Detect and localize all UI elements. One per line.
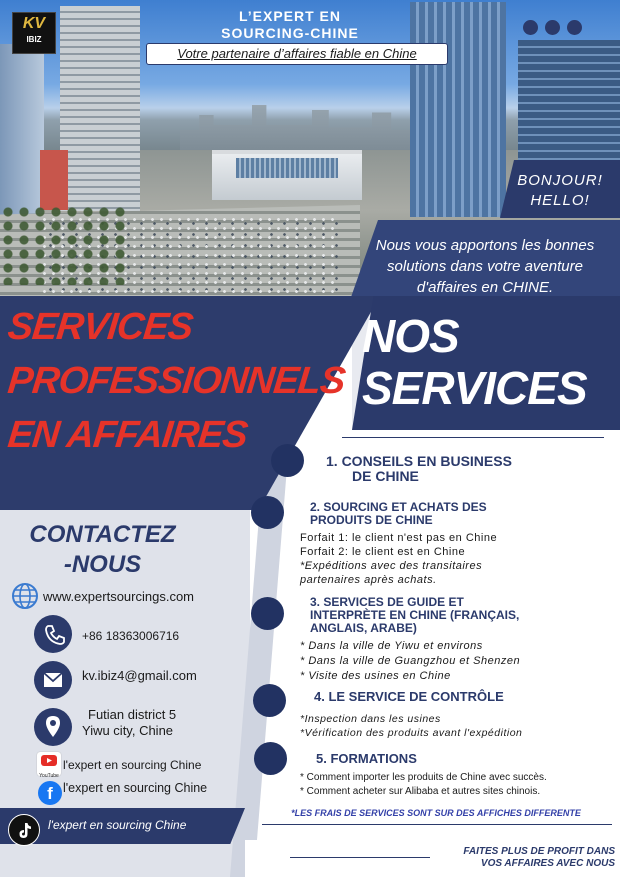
service-3-detail-2: * Dans la ville de Guangzhou et Shenzen bbox=[300, 655, 521, 667]
greeting-line2: HELLO! bbox=[530, 192, 590, 209]
service-4-title bbox=[314, 690, 504, 703]
phone-icon bbox=[34, 615, 72, 653]
service-5-title bbox=[316, 752, 417, 765]
notice-divider bbox=[262, 824, 612, 825]
service-3-title-line3: ANGLAIS, ARABE) bbox=[310, 621, 417, 635]
header-title-line2: SOURCING-CHINE bbox=[221, 25, 359, 41]
service-2-detail-1: Forfait 1: le client n'est pas en Chine bbox=[300, 532, 498, 544]
promo-line2: solutions dans votre aventure bbox=[387, 258, 583, 275]
header-title-line1: L’EXPERT EN bbox=[238, 8, 342, 24]
email-icon bbox=[34, 661, 72, 699]
decorative-dot-2 bbox=[545, 20, 560, 35]
address-line1: Futian district 5 bbox=[88, 707, 177, 722]
footer-line bbox=[290, 857, 430, 858]
footer-slogan bbox=[410, 846, 615, 870]
facebook-icon[interactable]: f bbox=[38, 781, 62, 805]
tower-left-far bbox=[0, 44, 44, 224]
tower-right-main bbox=[410, 2, 506, 217]
address-line2: Yiwu city, Chine bbox=[82, 723, 174, 738]
service-1-title bbox=[326, 454, 512, 484]
globe-icon bbox=[11, 582, 39, 610]
contact-title bbox=[10, 520, 195, 580]
service-1-title-line2: DE CHINE bbox=[352, 468, 419, 484]
service-4-detail-2: *Vérification des produits avant l'expédition bbox=[300, 727, 523, 739]
promo-line3: d'affaires en CHINE. bbox=[416, 279, 554, 296]
youtube-icon-label: YouTube bbox=[39, 773, 59, 779]
header-title bbox=[160, 8, 420, 42]
facebook-page[interactable]: l'expert en sourcing Chine bbox=[63, 781, 208, 795]
promo-text bbox=[360, 235, 610, 298]
divider-line bbox=[342, 437, 604, 438]
website-link[interactable]: www.expertsourcings.com bbox=[43, 589, 194, 604]
youtube-icon[interactable] bbox=[37, 752, 61, 779]
tiktok-account[interactable]: l'expert en sourcing Chine bbox=[48, 818, 187, 832]
promo-line1: Nous vous apportons les bonnes bbox=[375, 237, 595, 254]
service-5-detail-1: * Comment importer les produits de Chine avec succès. bbox=[300, 772, 547, 783]
service-3-title-line2: INTERPRÈTE EN CHINE (FRANÇAIS, bbox=[310, 608, 520, 622]
logo-subtext: IBIZ bbox=[26, 35, 42, 44]
location-pin-icon bbox=[34, 708, 72, 746]
greeting-text bbox=[500, 171, 620, 211]
service-4-title-line1: 4. LE SERVICE DE CONTRÔLE bbox=[314, 689, 504, 704]
contact-title-line1: CONTACTEZ bbox=[29, 521, 176, 548]
headline-white-line2: SERVICES bbox=[362, 362, 587, 414]
service-3-detail-1: * Dans la ville de Yiwu et environs bbox=[300, 640, 483, 652]
footer-line1: FAITES PLUS DE PROFIT DANS bbox=[463, 846, 615, 857]
fees-notice: *LES FRAIS DE SERVICES SONT SUR DES AFFICHES DIFFERENTE bbox=[291, 808, 581, 818]
service-3-detail-3: * Visite des usines en Chine bbox=[300, 670, 451, 682]
service-bullet-2 bbox=[251, 496, 284, 529]
skyline bbox=[180, 100, 420, 150]
service-2-title-line1: 2. SOURCING ET ACHATS DES bbox=[310, 500, 487, 514]
service-1-title-line1: 1. CONSEILS EN BUSINESS bbox=[326, 453, 512, 469]
service-2-detail-3: *Expéditions avec des transitaires bbox=[300, 560, 483, 572]
tiktok-icon[interactable] bbox=[8, 814, 40, 846]
trees bbox=[0, 205, 130, 285]
service-3-title bbox=[310, 596, 519, 635]
service-5-detail-2: * Comment acheter sur Alibaba et autres sites chinois. bbox=[300, 786, 541, 797]
service-2-title-line2: PRODUITS DE CHINE bbox=[310, 513, 433, 527]
decorative-dot-3 bbox=[567, 20, 582, 35]
headline-white-line1: NOS bbox=[362, 310, 459, 362]
tagline: Votre partenaire d’affaires fiable en Chine bbox=[146, 43, 448, 65]
logo-text: KV bbox=[22, 15, 46, 32]
tower-right-far bbox=[518, 40, 620, 162]
contact-title-line2: -NOUS bbox=[63, 551, 142, 578]
headline-red-line2: PROFESSIONNELS bbox=[5, 360, 347, 402]
decorative-dot-1 bbox=[523, 20, 538, 35]
address bbox=[82, 707, 177, 739]
headline-red-line3: EN AFFAIRES bbox=[5, 414, 250, 456]
service-2-detail-4: partenaires après achats. bbox=[300, 574, 437, 586]
phone-number[interactable]: +86 18363006716 bbox=[82, 629, 180, 643]
station-windows bbox=[236, 158, 338, 178]
service-bullet-4 bbox=[253, 684, 286, 717]
youtube-channel[interactable]: l'expert en sourcing Chine bbox=[63, 758, 202, 772]
service-5-title-line1: 5. FORMATIONS bbox=[316, 751, 417, 766]
greeting-line1: BONJOUR! bbox=[517, 172, 603, 189]
headline-red bbox=[5, 300, 347, 462]
tower-left-small bbox=[40, 150, 68, 210]
service-3-title-line1: 3. SERVICES DE GUIDE ET bbox=[310, 595, 464, 609]
service-bullet-3 bbox=[251, 597, 284, 630]
headline-red-line1: SERVICES bbox=[5, 306, 195, 348]
service-bullet-1 bbox=[271, 444, 304, 477]
service-2-detail-2: Forfait 2: le client est en Chine bbox=[300, 546, 466, 558]
service-bullet-5 bbox=[254, 742, 287, 775]
email-address[interactable]: kv.ibiz4@gmail.com bbox=[82, 668, 197, 683]
service-2-title bbox=[310, 501, 487, 527]
tower-left-main bbox=[60, 6, 140, 211]
service-4-detail-1: *Inspection dans les usines bbox=[300, 713, 441, 725]
footer-line2: VOS AFFAIRES AVEC NOUS bbox=[480, 858, 615, 869]
headline-white bbox=[362, 310, 612, 414]
company-logo bbox=[12, 12, 56, 54]
